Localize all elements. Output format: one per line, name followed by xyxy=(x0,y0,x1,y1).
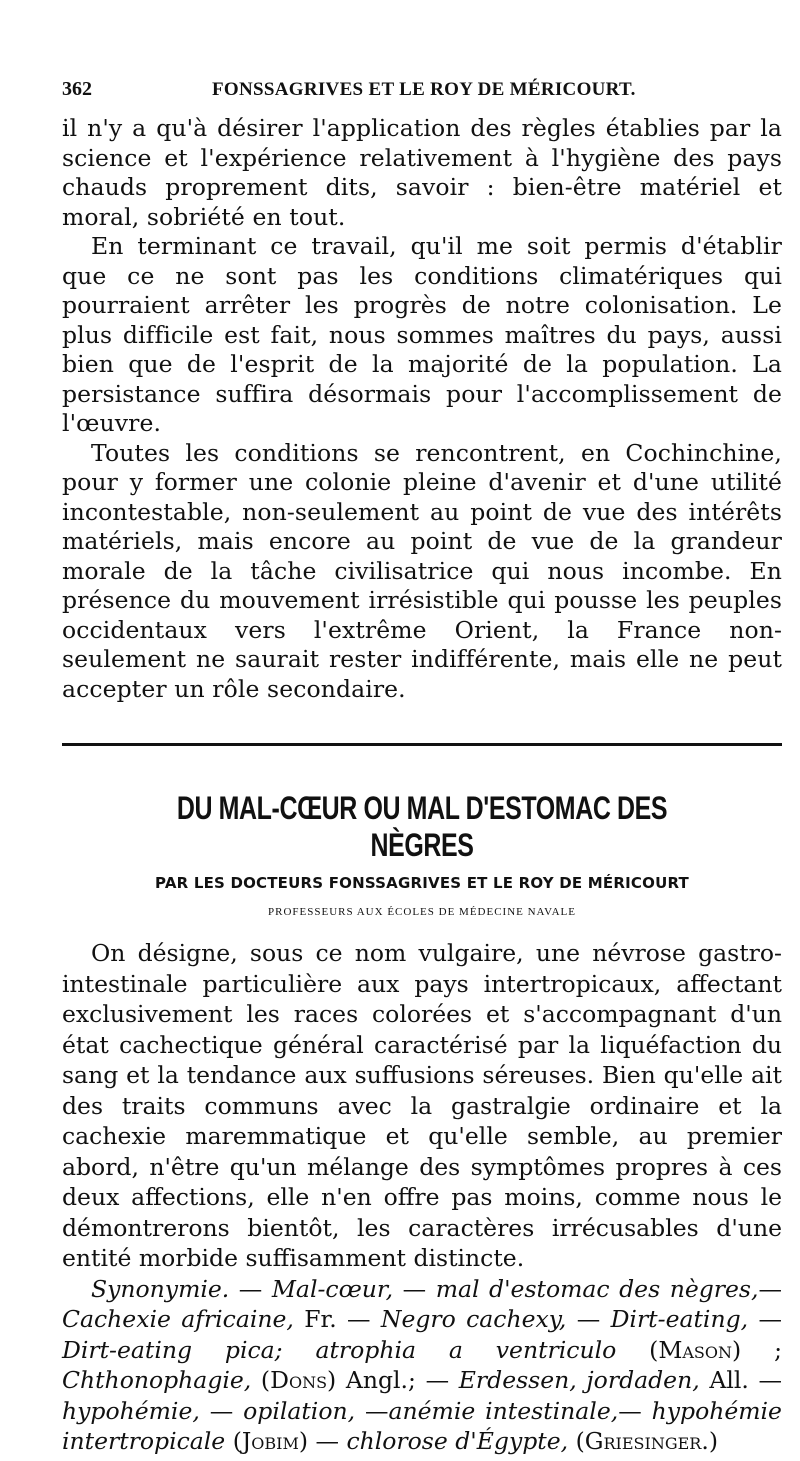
page-number: 362 xyxy=(62,78,92,100)
synonym: Erdessen, jordaden, xyxy=(458,1366,700,1394)
section-rule xyxy=(62,743,782,746)
article-body xyxy=(62,938,782,1457)
article-authors: PAR LES DOCTEURS FONSSAGRIVES ET LE ROY DE MÉRICOURT xyxy=(155,874,689,892)
paragraph-1: il n'y a qu'à désirer l'application des règles établies par la science et l'expérience relativement à l'hygiène des pays chauds proprement dits, savoir : bien-être matériel et moral, sobriété en tout. xyxy=(62,114,782,231)
synonym: Chthonophagie, xyxy=(62,1366,252,1394)
synonym: Negro cachexy, xyxy=(380,1305,567,1333)
synonym: Mal-cœur, xyxy=(271,1274,394,1303)
synonym: opilation, xyxy=(243,1396,356,1425)
synonym: hypohémie, xyxy=(62,1396,200,1425)
synonym: anémie intestinale, xyxy=(388,1396,619,1425)
synonym: mal d'estomac des nègres, xyxy=(435,1274,759,1303)
synonym: chlorose d'Égypte, xyxy=(346,1427,569,1455)
author-citation: Mason xyxy=(658,1335,733,1364)
language-tag: All. xyxy=(709,1366,749,1394)
author-citation: Jobim xyxy=(241,1427,299,1455)
continued-text xyxy=(62,114,782,704)
page xyxy=(62,78,782,1457)
article-affiliation: PROFESSEURS AUX ÉCOLES DE MÉDECINE NAVALE xyxy=(268,906,576,918)
running-title: FONSSAGRIVES ET LE ROY DE MÉRICOURT. xyxy=(212,79,636,100)
synonymy-label: Synonymie. xyxy=(91,1274,230,1303)
intro-paragraph: On désigne, sous ce nom vulgaire, une névrose gastro-intestinale particulière aux pays intertropicaux, affectant exclusivement les races colorées et s'accompagnant d'un état cachectique général caractérisé par la liquéfaction du sang et la tendance aux suffusions séreuses. Bien qu'elle ait des traits communs avec la gastralgie ordinaire et la cachexie maremmatique et qu'elle semble, au premier abord, n'être qu'un mélange des symptômes propres à ces deux affections, elle n'en offre pas moins, comme nous le démontrerons bientôt, les caractères irrécusables d'une entité morbide suffisamment distincte. xyxy=(62,939,782,1272)
author-citation: Griesinger. xyxy=(584,1427,709,1455)
language-tag: Angl.; xyxy=(345,1366,416,1394)
paragraph-3: Toutes les conditions se rencontrent, en Cochinchine, pour y former une colonie pleine d'avenir et d'une utilité incontestable, non-seulement au point de vue des intérêts matériels, mais encore au point de vue de la grandeur morale de la tâche civilisatrice qui nous incombe. En présence du mouvement irrésistible qui pousse les peuples occidentaux vers l'extrême Orient, la France non-seulement ne saurait rester indifférente, mais elle ne peut accepter un rôle secondaire. xyxy=(62,438,782,703)
article-title: DU MAL-CŒUR OU MAL D'ESTOMAC DES NÈGRES xyxy=(176,790,668,863)
running-head xyxy=(62,78,782,114)
synonym: hypohémie intertropicale xyxy=(62,1396,782,1455)
synonym: Dirt-eating pica; atrophia a ventriculo xyxy=(62,1335,617,1364)
synonym: Cachexie africaine, xyxy=(62,1305,294,1333)
author-citation: Dons xyxy=(270,1366,328,1394)
language-tag: Fr. xyxy=(304,1305,337,1333)
synonymy-paragraph: Synonymie. — Mal-cœur, — mal d'estomac des nègres,— Cachexie africaine, Fr. — Negro cachexy, — Dirt-eating, — Dirt-eating pica; atrophia a ventriculo (Mason) ; Chthonophagie, (Dons) Angl.; — Erdessen, jordaden, All. —hypohémie, — opilation, —anémie intestinale,— hypohémie intertropicale (Jobim) — chlorose d'Égypte, (Griesinger.) xyxy=(62,1274,783,1455)
paragraph-2: En terminant ce travail, qu'il me soit permis d'établir que ce ne sont pas les conditions climatériques qui pourraient arrêter les progrès de notre colonisation. Le plus difficile est fait, nous sommes maîtres du pays, aussi bien que de l'esprit de la majorité de la population. La persistance suffira désormais pour l'accomplissement de l'œuvre. xyxy=(62,232,782,437)
synonym: Dirt-eating, xyxy=(610,1305,749,1333)
